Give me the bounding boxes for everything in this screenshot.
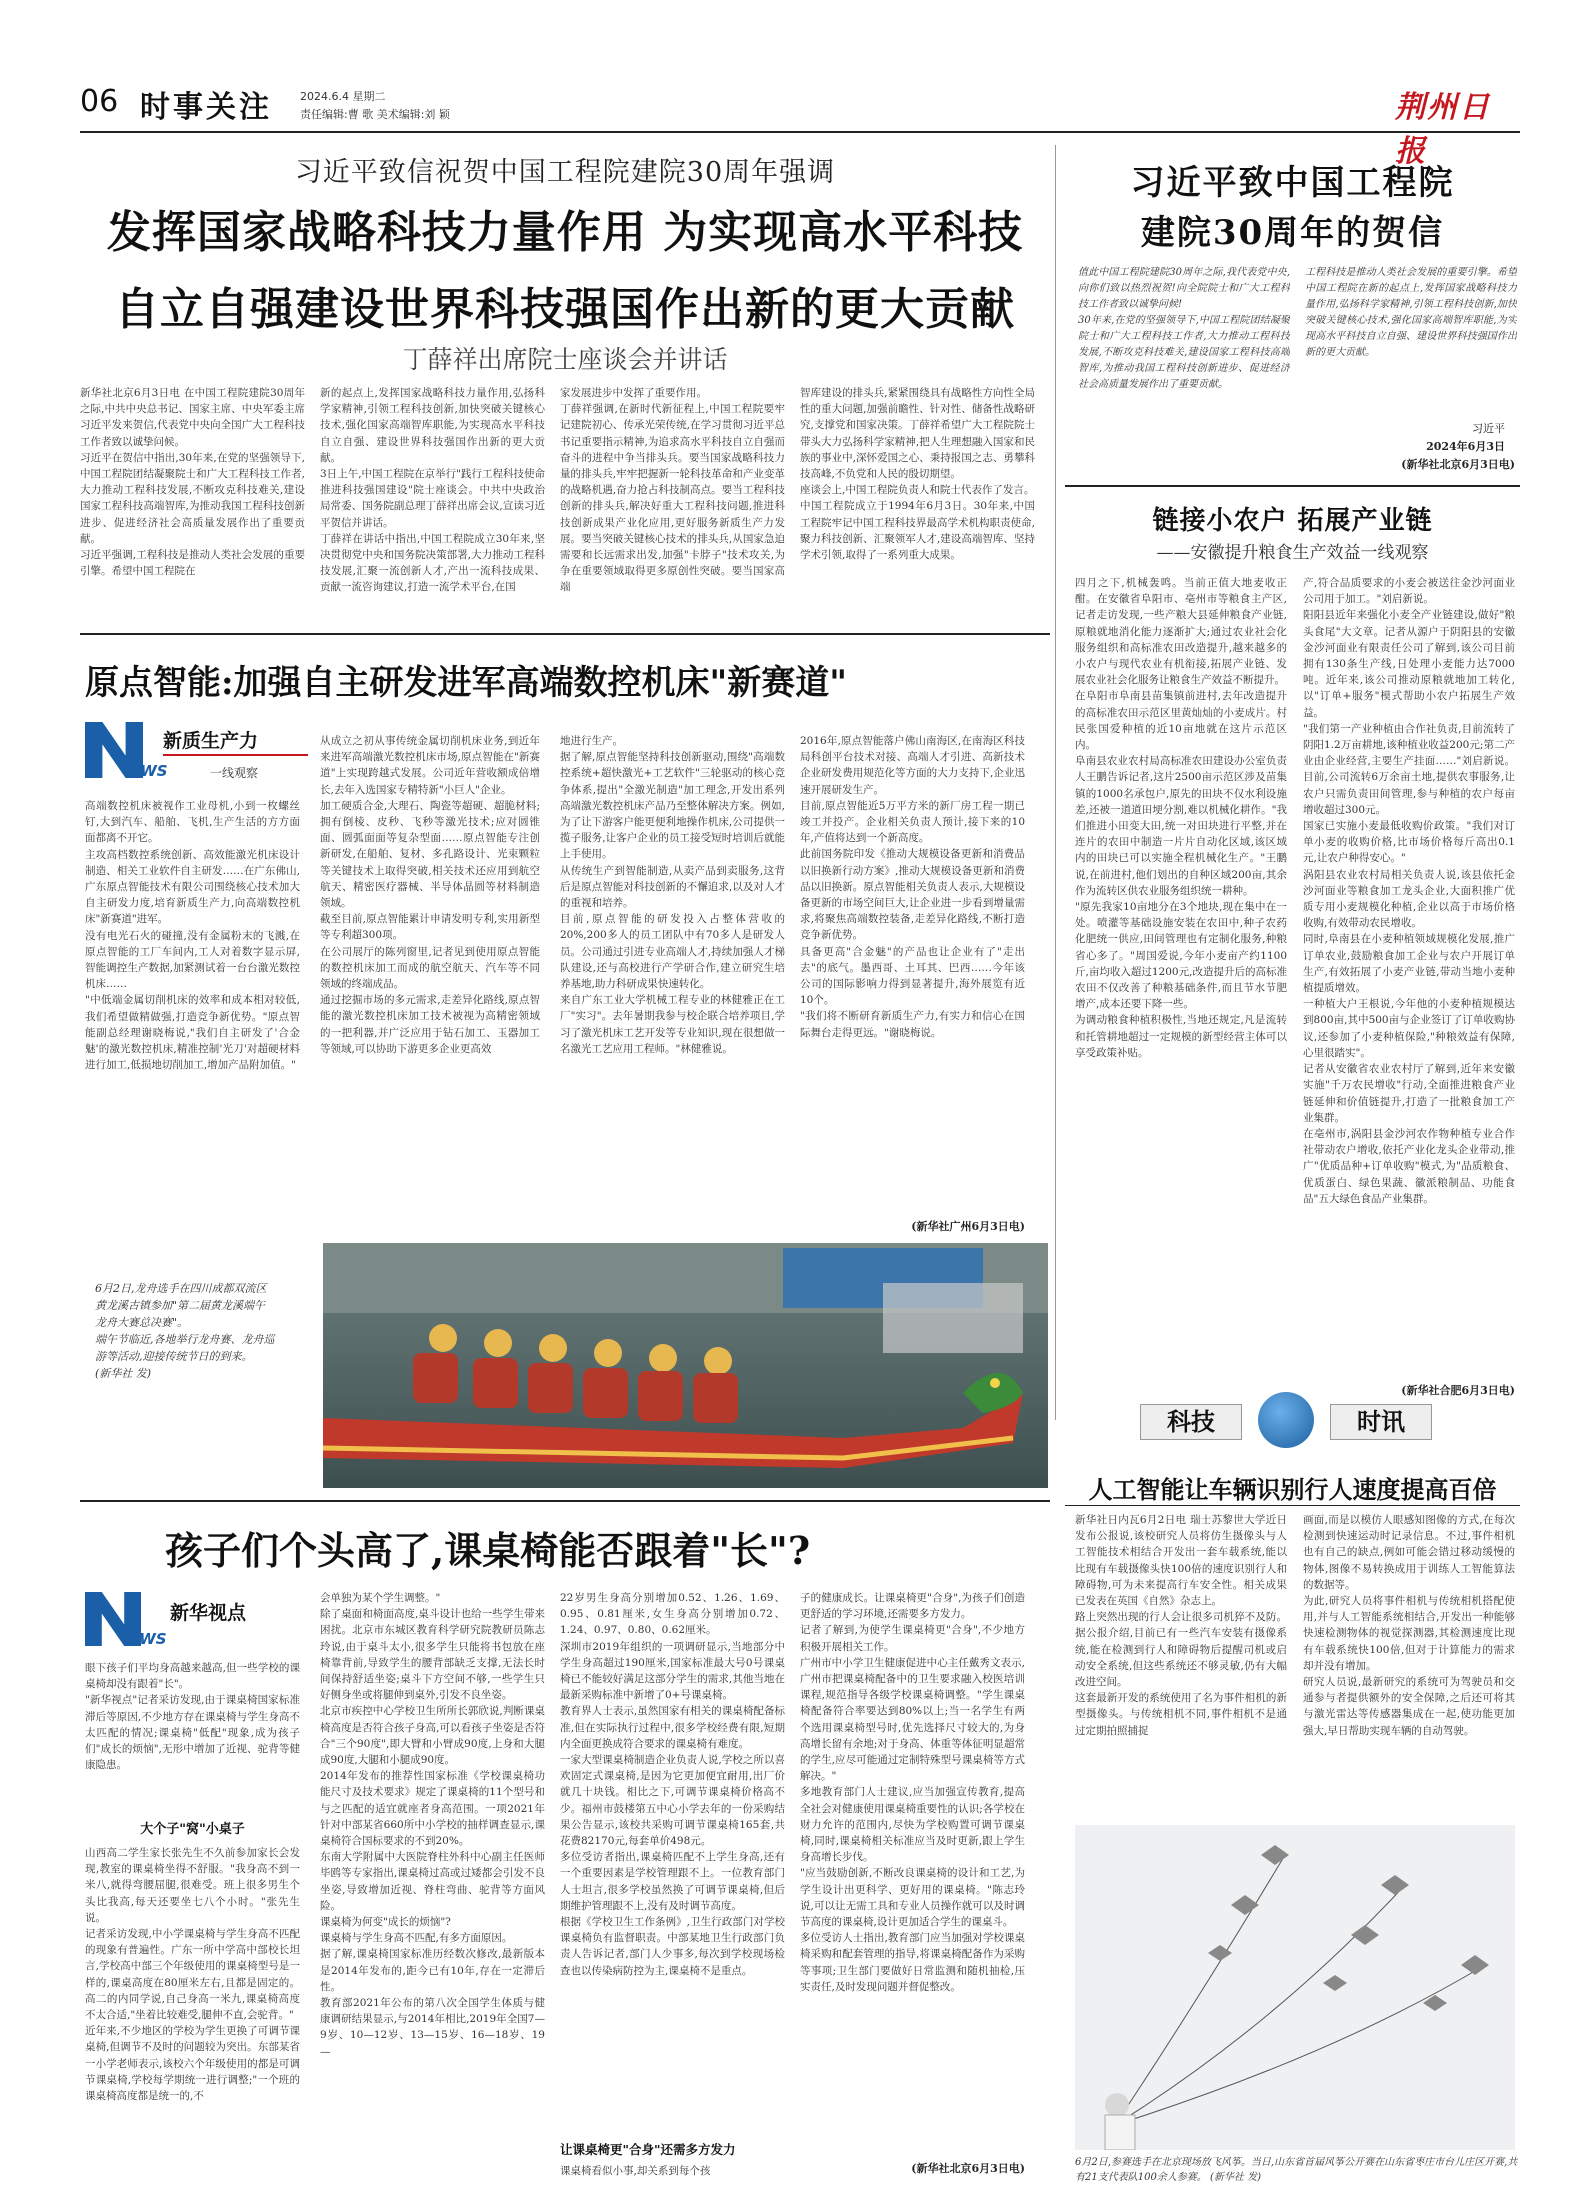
tech-box-left: 科技 xyxy=(1140,1404,1242,1440)
article3-headline: 孩子们个头高了,课桌椅能否跟着"长"? xyxy=(165,1528,811,1573)
tech-headline: 人工智能让车辆识别行人速度提高百倍 xyxy=(1088,1475,1497,1504)
article2-col-4: 2016年,原点智能落户佛山南海区,在南海区科技局科创平台技术对接、高端人才引进、高新技术企业研发费用规范化等方面的大力支持下,企业迅速开展研发生产。 目前,原点智能近5万平方米的新厂房工程一期已竣工并投产。企业相关负责人预计,接下来的10年,产值将达到一个新高度。 此前国务院印发《推动大规模设备更新和消费品以旧换新行动方案》,推动大规模设备更新和消费品以旧换新。原点智能相关负责人表示,大规模设备更新的市场空间巨大,让企业进一步看到增量需求,将聚焦高端数控装备,走差异化路线,不断打造竞争新优势。 具备更高"合金魅"的产品也让企业有了"走出去"的底气。墨西哥、土耳其、巴西……今年该公司的国际影响力得到显著提升,海外展览有近10个。 "我们将不断研育新质生产力,有实力和信心在国际舞台走得更远。"谢晓梅说。 xyxy=(800,735,1025,1039)
article3-col-3: 22岁男生身高分别增加0.52、1.26、1.69、0.95、0.81厘米,女生身高分别增加0.72、1.24、0.97、0.80、0.62厘米。 深圳市2019年组织的一项调研显示,当地部分中学生身高超过190厘米,国家标准最大号0号课桌椅已不能较好满足这部分学生的需求,其他当地在最新采购标准中新增了0+号课桌椅。 教育界人士表示,虽然国家有相关的课桌椅配备标准,但在实际执行过程中,很多学校经费有限,短期内全面更换成符合要求的课桌椅有难度。 一家大型课桌椅制造企业负责人说,学校之所以喜欢固定式课桌椅,是因为它更加便宜耐用,出厂价就几十块钱。相比之下,可调节课桌椅价格高不少。福州市鼓楼第五中心小学去年的一份采购结果公告显示,该校共采购可调节课桌椅165套,共花费82170元,每套单价498元。 多位受访者指出,课桌椅匹配不上学生身高,还有一个重要因素是学校管理跟不上。一位教育部门人士坦言,很多学校虽然换了可调节课桌椅,但后期维护管理跟不上,没有及时调节高度。 根据《学校卫生工作条例》,卫生行政部门对学校课桌椅负有监督职责。中部某地卫生行政部门负责人告诉记者,部门人少事多,每次到学校现场检查也以传染病防控为主,课桌椅不是重点。 xyxy=(560,1592,785,1977)
article-subhead: 丁薛祥出席院士座谈会并讲话 xyxy=(402,345,728,374)
dragon-boat-photo xyxy=(323,1243,1048,1488)
article3-subhead-2: 让课桌椅更"合身"还需多方发力 xyxy=(560,2142,736,2157)
issue-date: 2024.6.4 星期二 xyxy=(300,90,386,103)
letter-body-col-2: 工程科技是推动人类社会发展的重要引擎。希望中国工程院在新的起点上,发挥国家战略科技力量作用,弘扬科学家精神,引领工程科技创新,加快突破关键核心技术,强化国家高端智库职能,为实现高水平科技自立自强、建设世界科技强国作出新的更大贡献。 xyxy=(1305,267,1517,358)
dragon-boat-caption: 6月2日,龙舟选手在四川成都双流区黄龙溪古镇参加"第二届黄龙溪端午龙舟大赛总决赛"。 端午节临近,各地举行龙舟赛、龙舟巡游等活动,迎接传统节日的到来。 (新华社 发) xyxy=(95,1282,275,1380)
article4-subhead: ——安徽提升粮食生产效益一线观察 xyxy=(1156,543,1429,563)
kite-image xyxy=(1075,1825,1515,2150)
kicker-title: 新质生产力 xyxy=(163,730,259,752)
masthead-rule xyxy=(80,131,1520,133)
letter-source: (新华社北京6月3日电) xyxy=(1401,458,1515,471)
tech-col-1: 新华社日内瓦6月2日电 瑞士苏黎世大学近日发布公报说,该校研究人员将仿生摄像头与人工智能技术相结合开发出一套车载系统,能以比现有车载摄像头快100倍的速度识别行人和障碍物,可为未来提高行车安全性。相关成果已发表在英国《自然》杂志上。 路上突然出现的行人会让很多司机猝不及防。据公报介绍,目前已有一些汽车安装有摄像系统,能在检测到行人和障碍物后提醒司机或启动安全系统,但这些系统还不够灵敏,仍有大幅改进空间。 这套最新开发的系统使用了名为事件相机的新型摄像头。与传统相机不同,事件相机不是通过定期拍照捕捉 xyxy=(1075,1514,1287,1737)
letter-date: 2024年6月3日 xyxy=(1426,440,1505,453)
letter-title-line-2: 建院30周年的贺信 xyxy=(1140,213,1445,253)
article3-col-1b: 山西高二学生家长张先生不久前参加家长会发现,教室的课桌椅坐得不舒服。"我身高不到一米八,就得弯腰屈腿,很难受。班上很多男生个头比我高,每天还要坐七八个小时。"张先生说。 记者采访发现,中小学课桌椅与学生身高不匹配的现象有普遍性。广东一所中学高中部校长坦言,学校高中部三个年级使用的课桌椅型号是一样的,课桌高度在80厘米左右,且都是固定的。高二的内同学说,自己身高一米九,课桌椅高度不太合适,"坐着比较难受,腿伸不直,会驼背。" 近年来,不少地区的学校为学生更换了可调节课桌椅,但调节不及时的问题较为突出。东部某省一小学老师表示,该校六个年级使用的都是可调节课桌椅,学校每学期统一进行调整;"一个班的课桌椅高度都是统一的,不 xyxy=(85,1847,300,2103)
article4-headline: 链接小农户 拓展产业链 xyxy=(1152,506,1433,536)
article3-source: (新华社北京6月3日电) xyxy=(911,2162,1025,2175)
article2-col-2: 从成立之初从事传统金属切削机床业务,到近年来进军高端激光数控机床市场,原点智能在"新赛道"上实现跨越式发展。公司近年营收额成倍增长,去年入选国家专精特新"小巨人"企业。 加工硬质合金,大理石、陶瓷等超硬、超脆材料;拥有倒棱、皮秒、飞秒等激光技术;应对圆锥面、圆弧面面等复杂型面……原点智能专注创新研发,在船舶、复材、多孔路设计、光束颗粒等关键技术上取得突破,相关技术还应用到航空航天、精密医疗器械、半导体晶圆等材料制造领域。 截至目前,原点智能累计申请发明专利,实用新型等专利超300项。 在公司展厅的陈列窗里,记者见到使用原点智能的数控机床加工而成的航空航天、汽车等不同领域的终端成品。 通过挖掘市场的多元需求,走差异化路线,原点智能的激光数控机床加工技术被视为高精密领域的一把利器,并广泛应用于钻石加工、玉器加工等领域,可以协助下游更多企业更高效 xyxy=(320,735,540,1055)
letter-body-col-1: 值此中国工程院建院30周年之际,我代表党中央,向你们致以热烈祝贺!向全院院士和广大工程科技工作者致以诚挚问候! 30年来,在党的坚强领导下,中国工程院团结凝聚院士和广大工程科技工作者,大力推动工程科技发展,不断攻克科技难关,建设国家工程科技高端智库,为推动我国工程科技创新进步、促进经济社会高质量发展作出了重要贡献。 xyxy=(1078,267,1290,390)
kite-photo xyxy=(1075,1825,1515,2150)
article-body-col-1: 新华社北京6月3日电 在中国工程院建院30周年之际,中共中央总书记、国家主席、中央军委主席习近平发来贺信,代表党中央向全国广大工程科技工作者致以诚挚问候。 习近平在贺信中指出,30年来,在党的坚强领导下,中国工程院团结凝聚院士和广大工程科技工作者,大力推动工程科技发展,不断攻克科技难关,建设国家工程科技高端智库,为推动我国工程科技创新进步、促进经济社会高质量发展作出了重要贡献。 习近平强调,工程科技是推动人类社会发展的重要引擎。希望中国工程院在 xyxy=(80,387,305,578)
kicker-subtitle: 一线观察 xyxy=(210,766,259,780)
article-body-col-3: 家发展进步中发挥了重要作用。 丁薛祥强调,在新时代新征程上,中国工程院要牢记建院初心、传承光荣传统,在学习贯彻习近平总书记重要指示精神,为追求高水平科技自立自强而奋斗的进程中争当排头兵。要当国家战略科技力量的排头兵,牢牢把握新一轮科技革命和产业变革的战略机遇,奋力抢占科技制高点。要当工程科技创新的排头兵,解决好重大工程科技问题,推进科技创新成果产业化应用,更好服务新质生产力发展。要当突破关键核心技术的排头兵,从国家急迫需要和长远需求出发,加强"卡脖子"技术攻关,为争在重要领域取得更多原创性突破。要当国家高端 xyxy=(560,387,785,594)
paper-logo: 荆州日报 xyxy=(1395,90,1491,169)
section-rule-2 xyxy=(80,1500,1050,1502)
article2-col-3: 地进行生产。 据了解,原点智能坚持科技创新驱动,围绕"高端数控系统+超快激光+工艺软件"三轮驱动的核心竞争体系,提出"全激光制造"加工理念,开发出系列高端激光数控机床产品乃至整体解决方案。例如,为了让下游客户能更便利地操作机床,公司提供一揽子服务,让客户企业的员工接受短时培训后就能上手使用。 从传统生产到智能制造,从卖产品到卖服务,这背后是原点智能对科技创新的不懈追求,以及对人才的重视和培养。 目前,原点智能的研发投入占整体营收的20%,200多人的员工团队中有70多人是研发人员。公司通过引进专业高端人才,持续加强人才梯队建设,还与高校进行产学研合作,建立研究生培养基地,助力科研成果快速转化。 来自广东工业大学机械工程专业的林健雅正在工厂"实习"。去年暑期我参与校企联合培养项目,学习了激光机床工艺开发等专业知识,现在很想做一名激光工艺应用工程师。"林健雅说。 xyxy=(560,735,785,1055)
article3-col-1a: 眼下孩子们平均身高越来越高,但一些学校的课桌椅却没有跟着"长"。 "新华视点"记者采访发现,由于课桌椅国家标准滞后等原因,不少地方存在课桌椅与学生身高不太匹配的情况;课桌椅"低配"现象,成为孩子们"成长的烦恼",无形中增加了近视、驼背等健康隐患。 xyxy=(85,1662,300,1772)
article2-col-1: 高端数控机床被视作工业母机,小到一枚螺丝钉,大到汽车、船舶、飞机,生产生活的方方面面都离不开它。 主攻高档数控系统创新、高效能激光机床设计制造、相关工业软件自主研发……在广东佛山,广东原点智能技术有限公司围绕核心技术加大自主研发力度,培育新质生产力,向高端数控机床"新赛道"进军。 没有电光石火的碰撞,没有金属粉末的飞溅,在原点智能的工厂车间内,工人对着数字显示屏,智能调控生产数据,加紧测试着一台台激光数控机床…… "中低端金属切削机床的效率和成本相对较低,我们希望做精做强,打造竞争新优势。"原点智能副总经理谢晓梅说,"我们自主研发了'合金魅'的激光数控机床,精准控制'光刀'对超硬材料进行加工,低损地切削加工,增加产品附加值。" xyxy=(85,800,300,1072)
page-number: 06 xyxy=(80,84,119,119)
article4-source: (新华社合肥6月3日电) xyxy=(1401,1384,1515,1397)
article-body-col-2: 新的起点上,发挥国家战略科技力量作用,弘扬科学家精神,引领工程科技创新,加快突破关键核心技术,强化国家高端智库职能,为实现高水平科技自立自强、建设世界科技强国作出新的更大贡献。 3日上午,中国工程院在京举行"践行工程科技使命 推进科技强国建设"院士座谈会。中共中央政治局常委、国务院副总理丁薛祥出席会议,宣读习近平贺信并讲话。 丁薛祥在讲话中指出,中国工程院成立30年来,坚决贯彻党中央和国务院决策部署,大力推动工程科技发展,汇聚一流创新人才,产出一流科技成果、贡献一流咨询建议,打造一流学术平台,在国 xyxy=(320,387,545,594)
article4-col-1: 四月之下,机械轰鸣。当前正值大地麦收正酣。在安徽省阜阳市、亳州市等粮食主产区,记者走访发现,一些产粮大县延伸粮食产业链,原粮就地消化能力逐渐扩大;通过农业社会化服务组织和高标准农田改造提升,越来越多的小农户与现代农业有机衔接,拓展产业链、发展农业社会化服务让粮食生产效益不断提升。 在阜阳市阜南县苗集镇前进村,去年改造提升的高标准农田示范区里黄灿灿的小麦成片。村民张国爱种植的近10亩地就在这片示范区内。 阜南县农业农村局高标准农田建设办公室负责人王鹏告诉记者,这片2500亩示范区涉及苗集镇的1000名承包户,原先的田块不仅水利设施差,还被一道道田埂分割,难以机械化耕作。"我们推进小田变大田,统一对田块进行平整,并在连片的农田中制造一片片自动化区域,该区域内的田块已可以实施全程机械化生产。"王鹏说,在前进村,他们划出的自种区域200亩,其余作为流转区供农业服务组织统一耕种。 "原先我家10亩地分在3个地块,现在集中在一处。喷灌等基础设施安装在农田中,种子农药化肥统一供应,田间管理也有定制化服务,种粮省心多了。"周国爱说,今年小麦亩产约1100斤,亩均收入超过1200元,改造提升后的高标准农田不仅改善了种粮基础条件,而且节水节肥增产,成本还要下降一些。 为调动粮食种植积极性,当地还规定,凡是流转和托管耕地超过一定规模的新型经营主体可以享受政策补贴。 xyxy=(1075,577,1287,1059)
globe-icon xyxy=(1258,1392,1314,1448)
tech-box-right: 时讯 xyxy=(1330,1404,1432,1440)
article4-col-2: 产,符合品质要求的小麦会被送往金沙河面业公司用于加工。"刘启新说。 阳阳县近年来强化小麦全产业链建设,做好"粮头食尾"大文章。记者从源户于阴阳县的安徽金沙河面业有限责任公司了解到,该公司目前拥有130条生产线,日处理小麦能力达7000吨。近年来,该公司推动原粮就地加工转化,以"订单+服务"模式帮助小农户拓展生产效益。 "我们第一产业种植由合作社负责,目前流转了阴阳1.2万亩耕地,该种植业收益200元;第二产业由企业经营,主要生产挂面……"刘启新说。目前,公司流转6万余亩土地,提供农事服务,让农户只需负责田间管理,参与种植的农户每亩增收超过300元。 国家已实施小麦最低收购价政策。"我们对订单小麦的收购价格,比市场价格每斤高出0.1元,让农户种得安心。" 涡阳县农业农村局相关负责人说,该县依托金沙河面业等粮食加工龙头企业,大面积推广优质专用小麦规模化种植,企业以高于市场价格收购,有效带动农民增收。 同时,阜南县在小麦种植领域规模化发展,推广订单农业,鼓励粮食加工企业与农户开展订单生产,有效拓展了小麦产业链,带动当地小麦种植提质增效。 一种植大户王根说,今年他的小麦种植规模达到800亩,其中500亩与企业签订了订单收购协议,还参加了小麦种植保险,"种粮效益有保障,心里很踏实"。 记者从安徽省农业农村厅了解到,近年来安徽实施"千万农民增收"行动,全面推进粮食产业链延伸和价值链提升,打造了一批粮食加工产业集群。 在亳州市,涡阳县金沙河农作物种植专业合作社带动农户增收,依托产业化龙头企业带动,推广"优质品种+订单收购"模式,为"品质粮食、优质蛋白、绿色果蔬、徽派粮制品、功能食品"五大绿色食品产业集群。 xyxy=(1303,577,1515,1205)
article2-headline: 原点智能:加强自主研发进军高端数控机床"新赛道" xyxy=(85,663,847,703)
tech-col-2: 画面,而是以模仿人眼感知图像的方式,在每次检测到快速运动时记录信息。不过,事件相机也有自己的缺点,例如可能会错过移动缓慢的物体,图像不易转换成用于训练人工智能算法的数据等。 为此,研究人员将事件相机与传统相机搭配使用,并与人工智能系统相结合,开发出一种能够快速检测物体的视觉探测器,其检测速度比现有车载系统快100倍,但对于计算能力的需求却并没有增加。 研究人员说,最新研究的系统可为驾驶员和交通参与者提供额外的安全保障,之后还可将其与激光雷达等传感器集成在一起,使功能更加强大,早日帮助实现车辆的自动驾驶。 xyxy=(1303,1514,1515,1737)
headline-line-1: 发挥国家战略科技力量作用 为实现高水平科技 xyxy=(106,207,1024,258)
news-kicker-box: EWS 新质生产力 一线观察 xyxy=(85,718,315,790)
news-kicker-box-2: EWS 新华视点 xyxy=(85,1590,295,1654)
editor-credits: 责任编辑:曹 歌 美术编辑:刘 颖 xyxy=(300,108,450,121)
tech-banner xyxy=(1140,1390,1440,1450)
article-body-col-4: 智库建设的排头兵,紧紧围绕具有战略性方向性全局性的重大问题,加强前瞻性、针对性、储备性战略研究,支撑党和国家决策。丁薛祥希望广大工程院院士带头大力弘扬科学家精神,把人生理想融入国家和民族的事业中,深怀爱国之心、秉持报国之志、勇攀科技高峰,不负党和人民的殷切期望。 座谈会上,中国工程院负责人和院士代表作了发言。 中国工程院成立于1994年6月3日。30年来,中国工程院牢记中国工程科技界最高学术机构职责使命,聚力科技创新、汇聚领军人才,建设高端智库、坚持学术引领,取得了一系列重大成果。 xyxy=(800,387,1035,562)
kicker-title: 新华视点 xyxy=(170,1602,247,1624)
article3-subhead-1: 大个子"窝"小桌子 xyxy=(140,1822,245,1837)
article3-col-3b: 课桌椅看似小事,却关系到每个孩 xyxy=(560,2165,711,2177)
article2-source: (新华社广州6月3日电) xyxy=(911,1220,1025,1233)
headline-line-2: 自立自强建设世界科技强国作出新的更大贡献 xyxy=(115,284,1015,335)
dragon-boat-image xyxy=(323,1243,1048,1488)
article3-col-2: 会单独为某个学生调整。" 除了桌面和椅面高度,桌斗设计也给一些学生带来困扰。北京市东城区教育科学研究院教研员陈志玲说,由于桌斗太小,很多学生只能将书包放在座椅靠背前,导致学生的腰背部缺乏支撑,无法长时间保持舒适坐姿;桌斗下方空间不够,一些学生只好侧身坐或将腿伸到桌外,引发不良坐姿。 北京市疾控中心学校卫生所所长郭欣说,判断课桌椅高度是否符合孩子身高,可以看孩子坐姿是否符合"三个90度",即大臂和小臂成90度,上身和大腿成90度,大腿和小腿成90度。 2014年发布的推荐性国家标准《学校课桌椅功能尺寸及技术要求》规定了课桌椅的11个型号和与之匹配的适宜就座者身高范围。一项2021年针对中部某省660所中小学校的抽样调查显示,课桌椅符合国标要求的不到20%。 东南大学附属中大医院脊柱外科中心副主任医师毕鸥等专家指出,课桌椅过高或过矮都会引发不良坐姿,导致增加近视、脊柱弯曲、驼背等方面风险。 课桌椅为何变"成长的烦恼"? 课桌椅与学生身高不匹配,有多方面原因。 据了解,课桌椅国家标准历经数次修改,最新版本是2014年发布的,距今已有10年,存在一定滞后性。 教育部2021年公布的第八次全国学生体质与健康调研结果显示,与2014年相比,2019年全国7—9岁、10—12岁、13—15岁、16—18岁、19— xyxy=(320,1592,545,2058)
article-kicker: 习近平致信祝贺中国工程院建院30周年强调 xyxy=(294,157,836,188)
section-title: 时事关注 xyxy=(140,90,272,125)
letter-signature: 习近平 xyxy=(1472,422,1505,435)
letter-title-line-1: 习近平致中国工程院 xyxy=(1130,163,1455,203)
kite-caption: 6月2日,参赛选手在北京现场放飞风筝。当日,山东省首届风筝公开赛在山东省枣庄市台儿庄区开赛,共有21支代表队100余人参赛。 (新华社 发) xyxy=(1075,2157,1518,2183)
article3-col-4: 子的健康成长。让课桌椅更"合身",为孩子们创造更舒适的学习环境,还需要多方发力。 记者了解到,为使学生课桌椅更"合身",不少地方积极开展相关工作。 广州市中小学卫生健康促进中心主任戴秀文表示,广州市把课桌椅配备中的卫生要求融入校医培训课程,规范指导各级学校课桌椅调整。"学生课桌椅配备符合率要达到80%以上;当一名学生有两个选用课桌椅型号时,优先选择尺寸较大的,为身高增长留有余地;对于身高、体重等体征明显超常的学生,应尽可能通过定制特殊型号课桌椅等方式解决。" 多地教育部门人士建议,应当加强宣传教育,提高全社会对健康使用课桌椅重要性的认识;各学校在财力允许的范围内,尽快为学校购置可调节课桌椅,同时,课桌椅相关标准应当及时更新,跟上学生身高增长步伐。 "应当鼓励创新,不断改良课桌椅的设计和工艺,为学生设计出更科学、更好用的课桌椅。"陈志玲说,可以让无需工具和专业人员操作就可以及时调节高度的课桌椅,设计更加适合学生的课桌斗。 多位受访人士指出,教育部门应当加强对学校课桌椅采购和配套管理的指导,将课桌椅配备作为采购等事项;卫生部门要做好日常监测和随机抽检,压实责任,及时发现问题并督促整改。 xyxy=(800,1592,1025,1993)
section-rule xyxy=(80,633,1050,635)
masthead xyxy=(80,82,1520,169)
